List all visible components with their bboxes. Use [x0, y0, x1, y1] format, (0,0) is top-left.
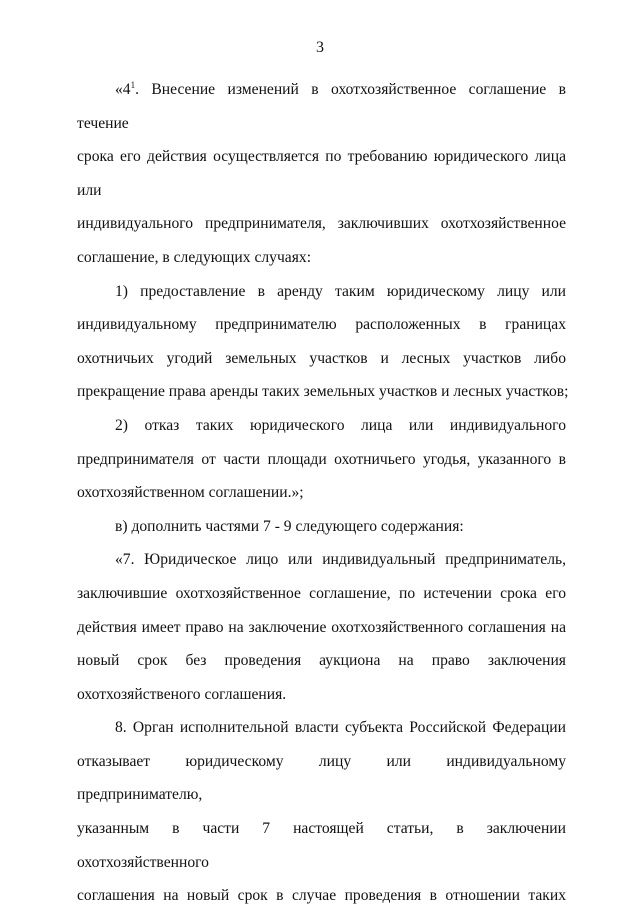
text-line: 8. Орган исполнительной власти субъекта Российской Федерации: [115, 719, 566, 737]
text-line: срока его действия осуществляется по требованию юридического лица или: [77, 148, 566, 199]
text-line: индивидуальному предпринимателю расположенных в границах: [77, 316, 566, 334]
text-line: [77, 73, 566, 140]
text-line: прекращение права аренды таких земельных участков и лесных участков;: [77, 383, 569, 401]
text-line: действия имеет право на заключение охотхозяйственного соглашения на: [77, 618, 566, 636]
text-line: отказывает юридическому лицу или индивидуальному предпринимателю,: [77, 752, 566, 804]
text-fragment: «4: [115, 81, 131, 98]
text-line: заключившие охотхозяйственное соглашение, по истечении срока его: [77, 584, 566, 602]
text-line: указанным в части 7 настоящей статьи, в заключении охотхозяйственного: [77, 820, 566, 871]
paragraph-amendment-v: [77, 510, 566, 544]
paragraph-part-7: [77, 543, 566, 711]
text-line: охотхозяйственном соглашении.»;: [77, 484, 304, 502]
text-line: индивидуального предпринимателя, заключивших охотхозяйственное: [77, 215, 566, 233]
text-line: соглашение, в следующих случаях:: [77, 248, 312, 266]
paragraph-article-4-1: [77, 73, 566, 275]
superscript: 1: [130, 80, 136, 90]
paragraph-item-1: [77, 275, 569, 409]
paragraph-item-2: [77, 409, 566, 510]
page-number: 3: [316, 39, 324, 56]
document-body: [77, 73, 569, 913]
text-line: 2) отказ таких юридического лица или индивидуального: [115, 416, 566, 434]
text-line: 1) предоставление в аренду таким юридическому лицу или: [115, 282, 566, 300]
text-line: «7. Юридическое лицо или индивидуальный предприниматель,: [115, 551, 566, 569]
text-line: предпринимателя от части площади охотничьего угодья, указанного в: [77, 450, 566, 468]
paragraph-part-8: [77, 711, 566, 913]
text-line: соглашения на новый срок в случае проведения в отношении таких: [77, 887, 566, 905]
text-line: охотхозяйственого соглашения.: [77, 685, 287, 703]
text-line: новый срок без проведения аукциона на право заключения: [77, 652, 566, 670]
text-fragment: . Внесение изменений в охотхозяйственное соглашение в течение: [77, 81, 566, 132]
text-line: охотничьих угодий земельных участков и лесных участков либо: [77, 349, 566, 367]
text-line: в) дополнить частями 7 - 9 следующего содержания:: [115, 517, 464, 535]
